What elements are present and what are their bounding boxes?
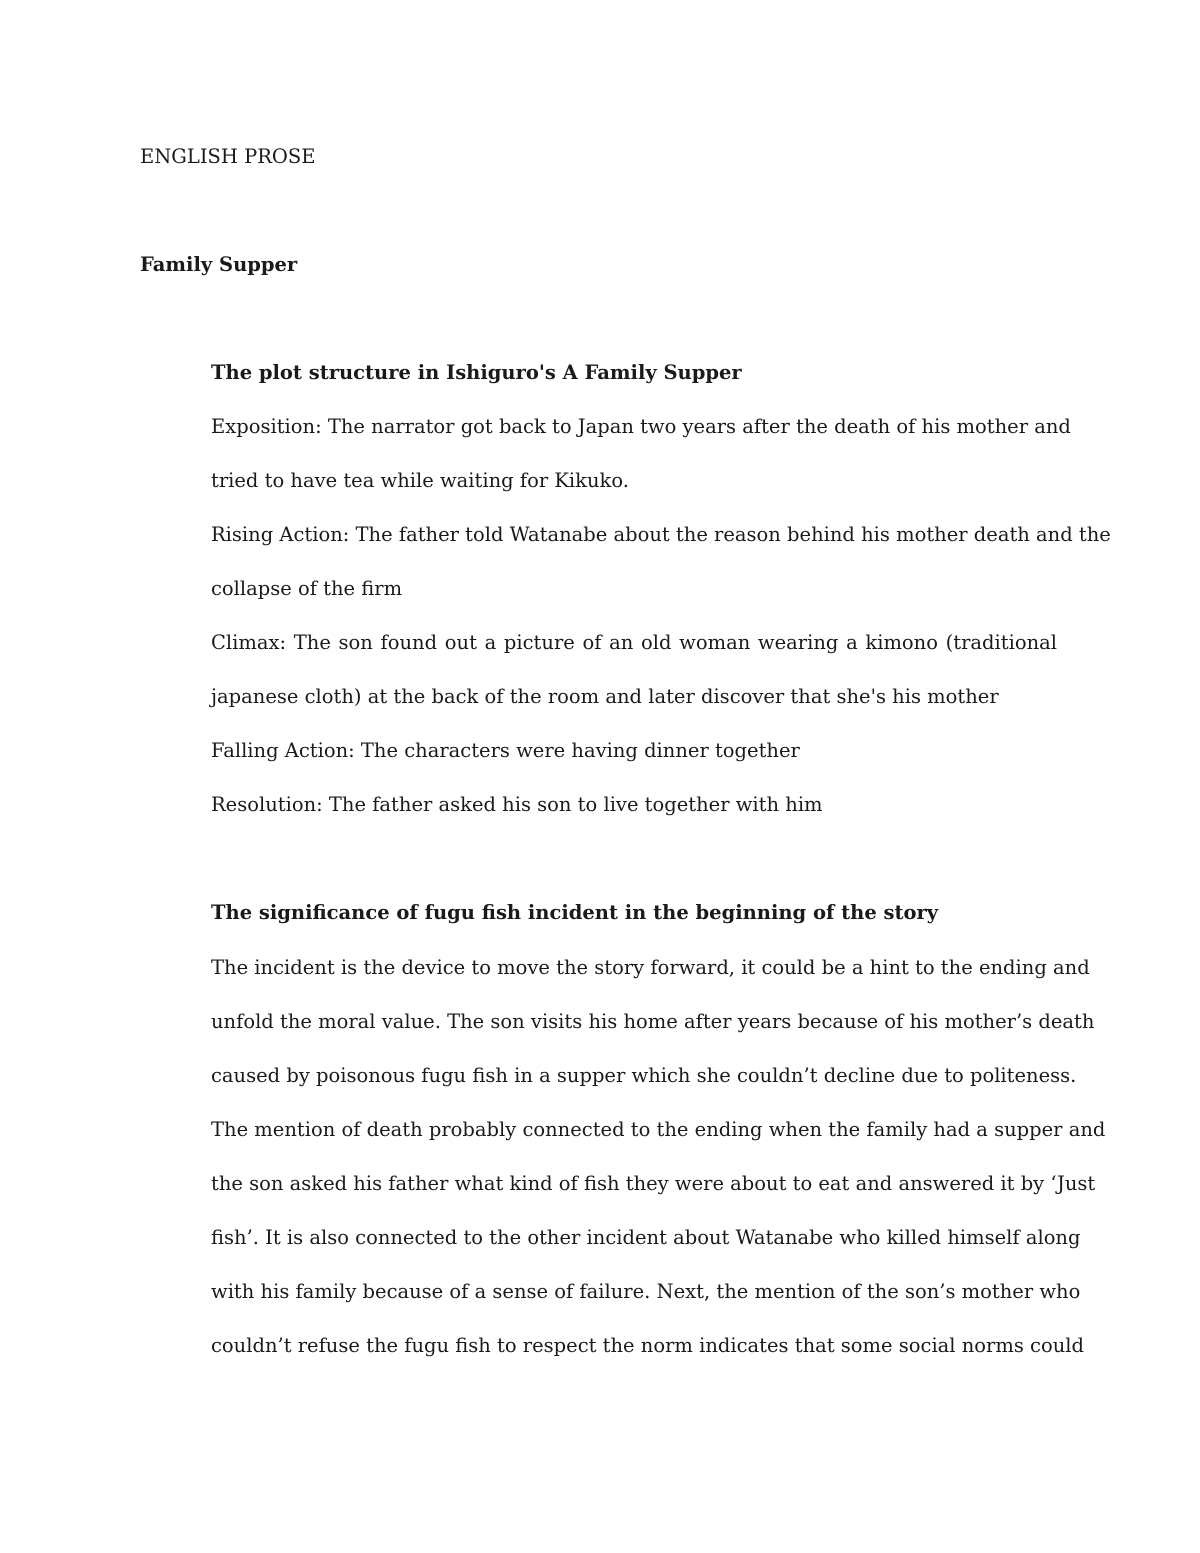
paragraph-line: couldn’t refuse the fugu fish to respect the norm indicates that some social norms could <box>211 1334 1084 1357</box>
paragraph-line: unfold the moral value. The son visits his home after years because of his mother’s death <box>211 1010 1095 1033</box>
paragraph-line: The mention of death probably connected to the ending when the family had a supper and <box>211 1118 1106 1141</box>
paragraph-line: the son asked his father what kind of fish they were about to eat and answered it by ‘Just <box>211 1172 1096 1195</box>
paragraph-line: Falling Action: The characters were having dinner together <box>211 739 800 762</box>
paragraph-line: Exposition: The narrator got back to Japan two years after the death of his mother and <box>211 415 1071 438</box>
story-title: Family Supper <box>140 253 298 276</box>
section-heading-fugu-fish: The significance of fugu fish incident in the beginning of the story <box>211 901 939 924</box>
paragraph-line: Resolution: The father asked his son to live together with him <box>211 793 823 816</box>
section-heading-plot-structure: The plot structure in Ishiguro's A Family Supper <box>211 361 742 384</box>
paragraph-line: fish’. It is also connected to the other incident about Watanabe who killed himself along <box>211 1226 1081 1249</box>
paragraph-line: collapse of the firm <box>211 577 403 600</box>
paragraph-line: caused by poisonous fugu fish in a supper which she couldn’t decline due to politeness. <box>211 1064 1077 1087</box>
course-title: ENGLISH PROSE <box>140 145 316 168</box>
paragraph-line: with his family because of a sense of failure. Next, the mention of the son’s mother who <box>211 1280 1081 1303</box>
paragraph-line: Climax: The son found out a picture of an old woman wearing a kimono (traditional <box>211 631 1057 654</box>
paragraph-line: The incident is the device to move the story forward, it could be a hint to the ending and <box>211 956 1090 979</box>
paragraph-line: japanese cloth) at the back of the room and later discover that she's his mother <box>211 685 999 708</box>
paragraph-line: Rising Action: The father told Watanabe about the reason behind his mother death and the <box>211 523 1111 546</box>
paragraph-line: tried to have tea while waiting for Kikuko. <box>211 469 629 492</box>
